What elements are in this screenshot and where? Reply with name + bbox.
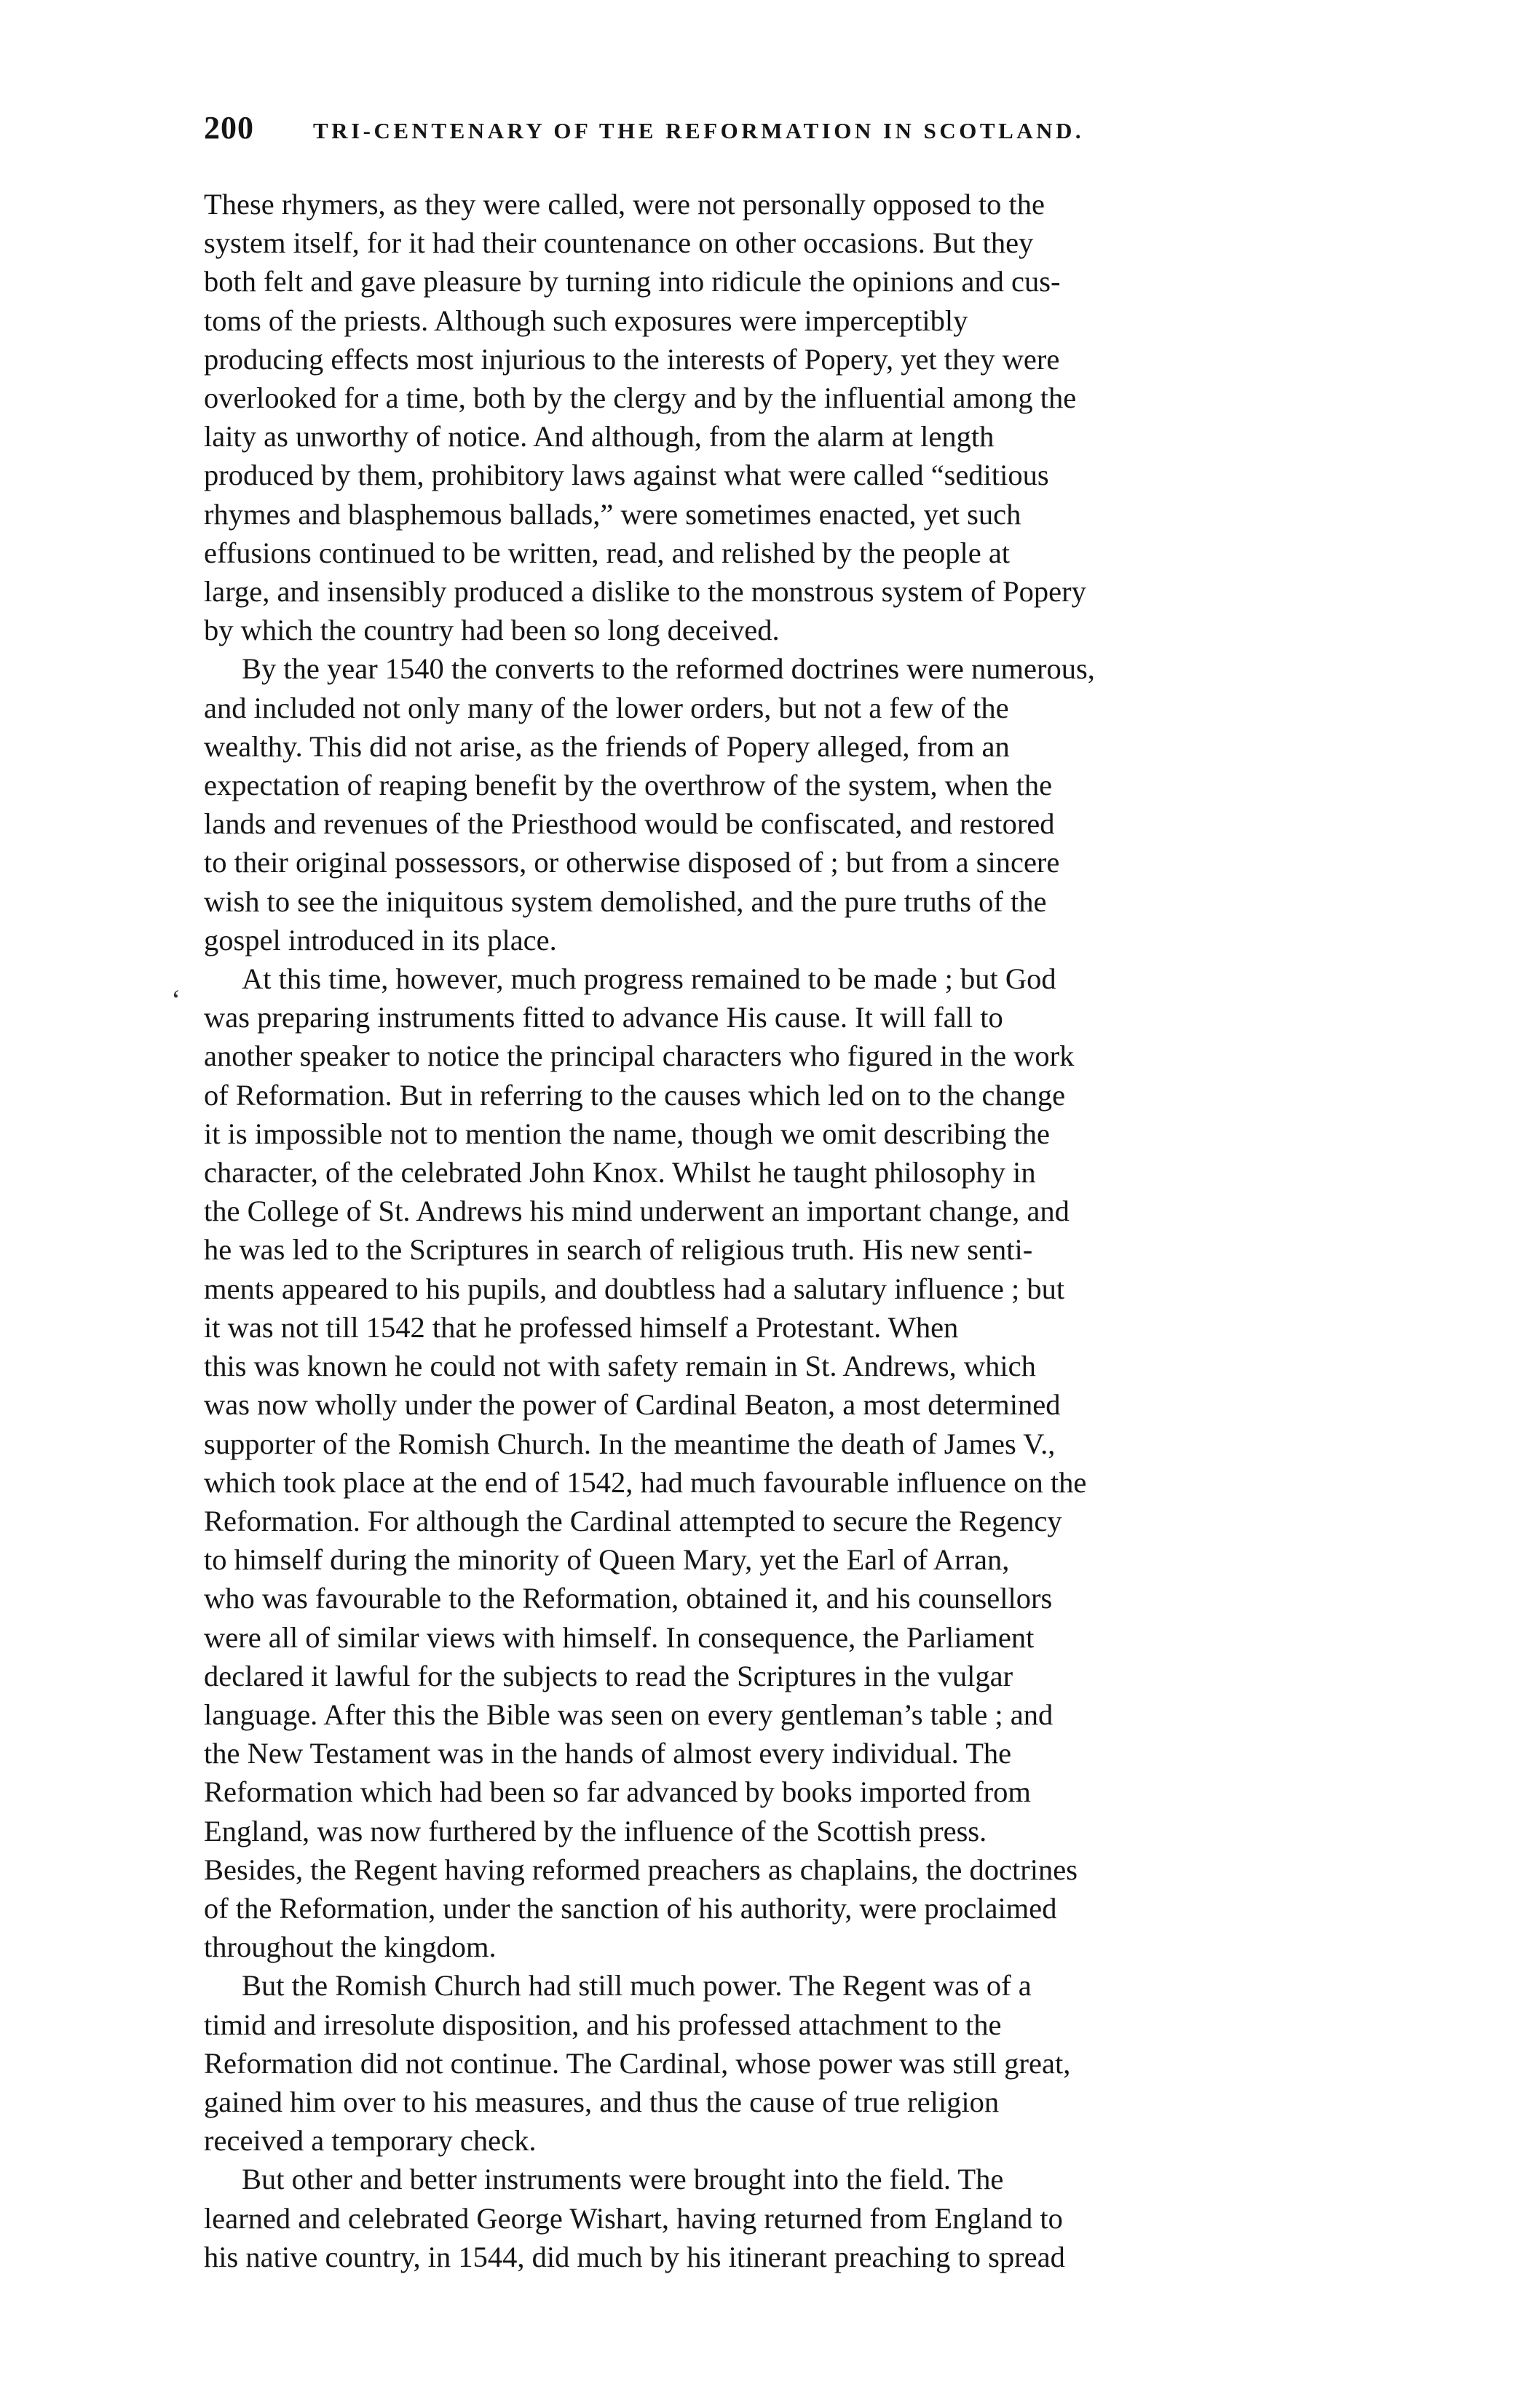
paragraph: These rhymers, as they were called, were not personally opposed to the system itself, for it had their countenance on other occasions. But they both felt and gave pleasure by turning into ridicule the opinions and cus- toms of the priests. Although such exposures were imperceptibly producing effects most injurious to the interests of Popery, yet they were overlooked for a time, both by the clergy and by the influential among the laity as unworthy of notice. And although, from the alarm at length produced by them, prohibitory laws against what were called “seditious rhymes and blasphemous ballads,” were sometimes enacted, yet such effusions continued to be written, read, and relished by the people at large, and insensibly produced a dislike to the monstrous system of Popery by which the country had been so long deceived. (204, 188, 1086, 647)
page-header (204, 109, 1442, 167)
running-title: TRI-CENTENARY OF THE REFORMATION IN SCOTLAND. (313, 118, 1085, 143)
body-text (204, 185, 1442, 2276)
paragraph: But other and better instruments were brought into the field. The learned and celebrated George Wishart, having returned from England to his native country, in 1544, did much by his itinerant preaching to spread (204, 2163, 1065, 2273)
paragraph: But the Romish Church had still much power. The Regent was of a timid and irresolute disposition, and his professed attachment to the Reformation did not continue. The Cardinal, whose power was still great, gained him over to his measures, and thus the cause of true religion received a temporary check. (204, 1969, 1071, 2158)
margin-mark: ‘ (171, 983, 181, 1016)
page-number: 200 (204, 110, 254, 146)
paragraph: By the year 1540 the converts to the reformed doctrines were numerous, and included not only many of the lower orders, but not a few of the wealthy. This did not arise, as the friends of Popery alleged, from an expectation of reaping benefit by the overthrow of the system, when the lands and revenues of the Priesthood would be confiscated, and restored to their original possessors, or otherwise disposed of ; but from a sincere wish to see the iniquitous system demolished, and the pure truths of the gospel introduced in its place. (204, 652, 1095, 957)
book-page (204, 109, 1442, 2276)
paragraph: At this time, however, much progress remained to be made ; but God was preparing instruments fitted to advance His cause. It will fall to another speaker to notice the principal characters who figured in the work of Reformation. But in referring to the causes which led on to the change it is impossible not to mention the name, though we omit describing the character, of the celebrated John Knox. Whilst he taught philosophy in the College of St. Andrews his mind underwent an important change, and he was led to the Scriptures in search of religious truth. His new senti- ments appeared to his pupils, and doubtless had a salutary influence ; but it was not till 1542 that he professed himself a Protestant. When this was known he could not with safety remain in St. Andrews, which was now wholly under the power of Cardinal Beaton, a most determined supporter of the Romish Church. In the meantime the death of James V., which took place at the end of 1542, had much favourable influence on the Reformation. For although the Cardinal attempted to secure the Regency to himself during the minority of Queen Mary, yet the Earl of Arran, who was favourable to the Reformation, obtained it, and his counsellors were all of similar views with himself. In consequence, the Parliament declared it lawful for the subjects to read the Scriptures in the vulgar language. After this the Bible was seen on every gentleman’s table ; and the New Testament was in the hands of almost every individual. The Reformation which had been so far advanced by books imported from England, was now furthered by the influence of the Scottish press. Besides, the Regent having reformed preachers as chaplains, the doctrines of the Reformation, under the sanction of his authority, were proclaimed throughout the kingdom. (204, 962, 1087, 1964)
